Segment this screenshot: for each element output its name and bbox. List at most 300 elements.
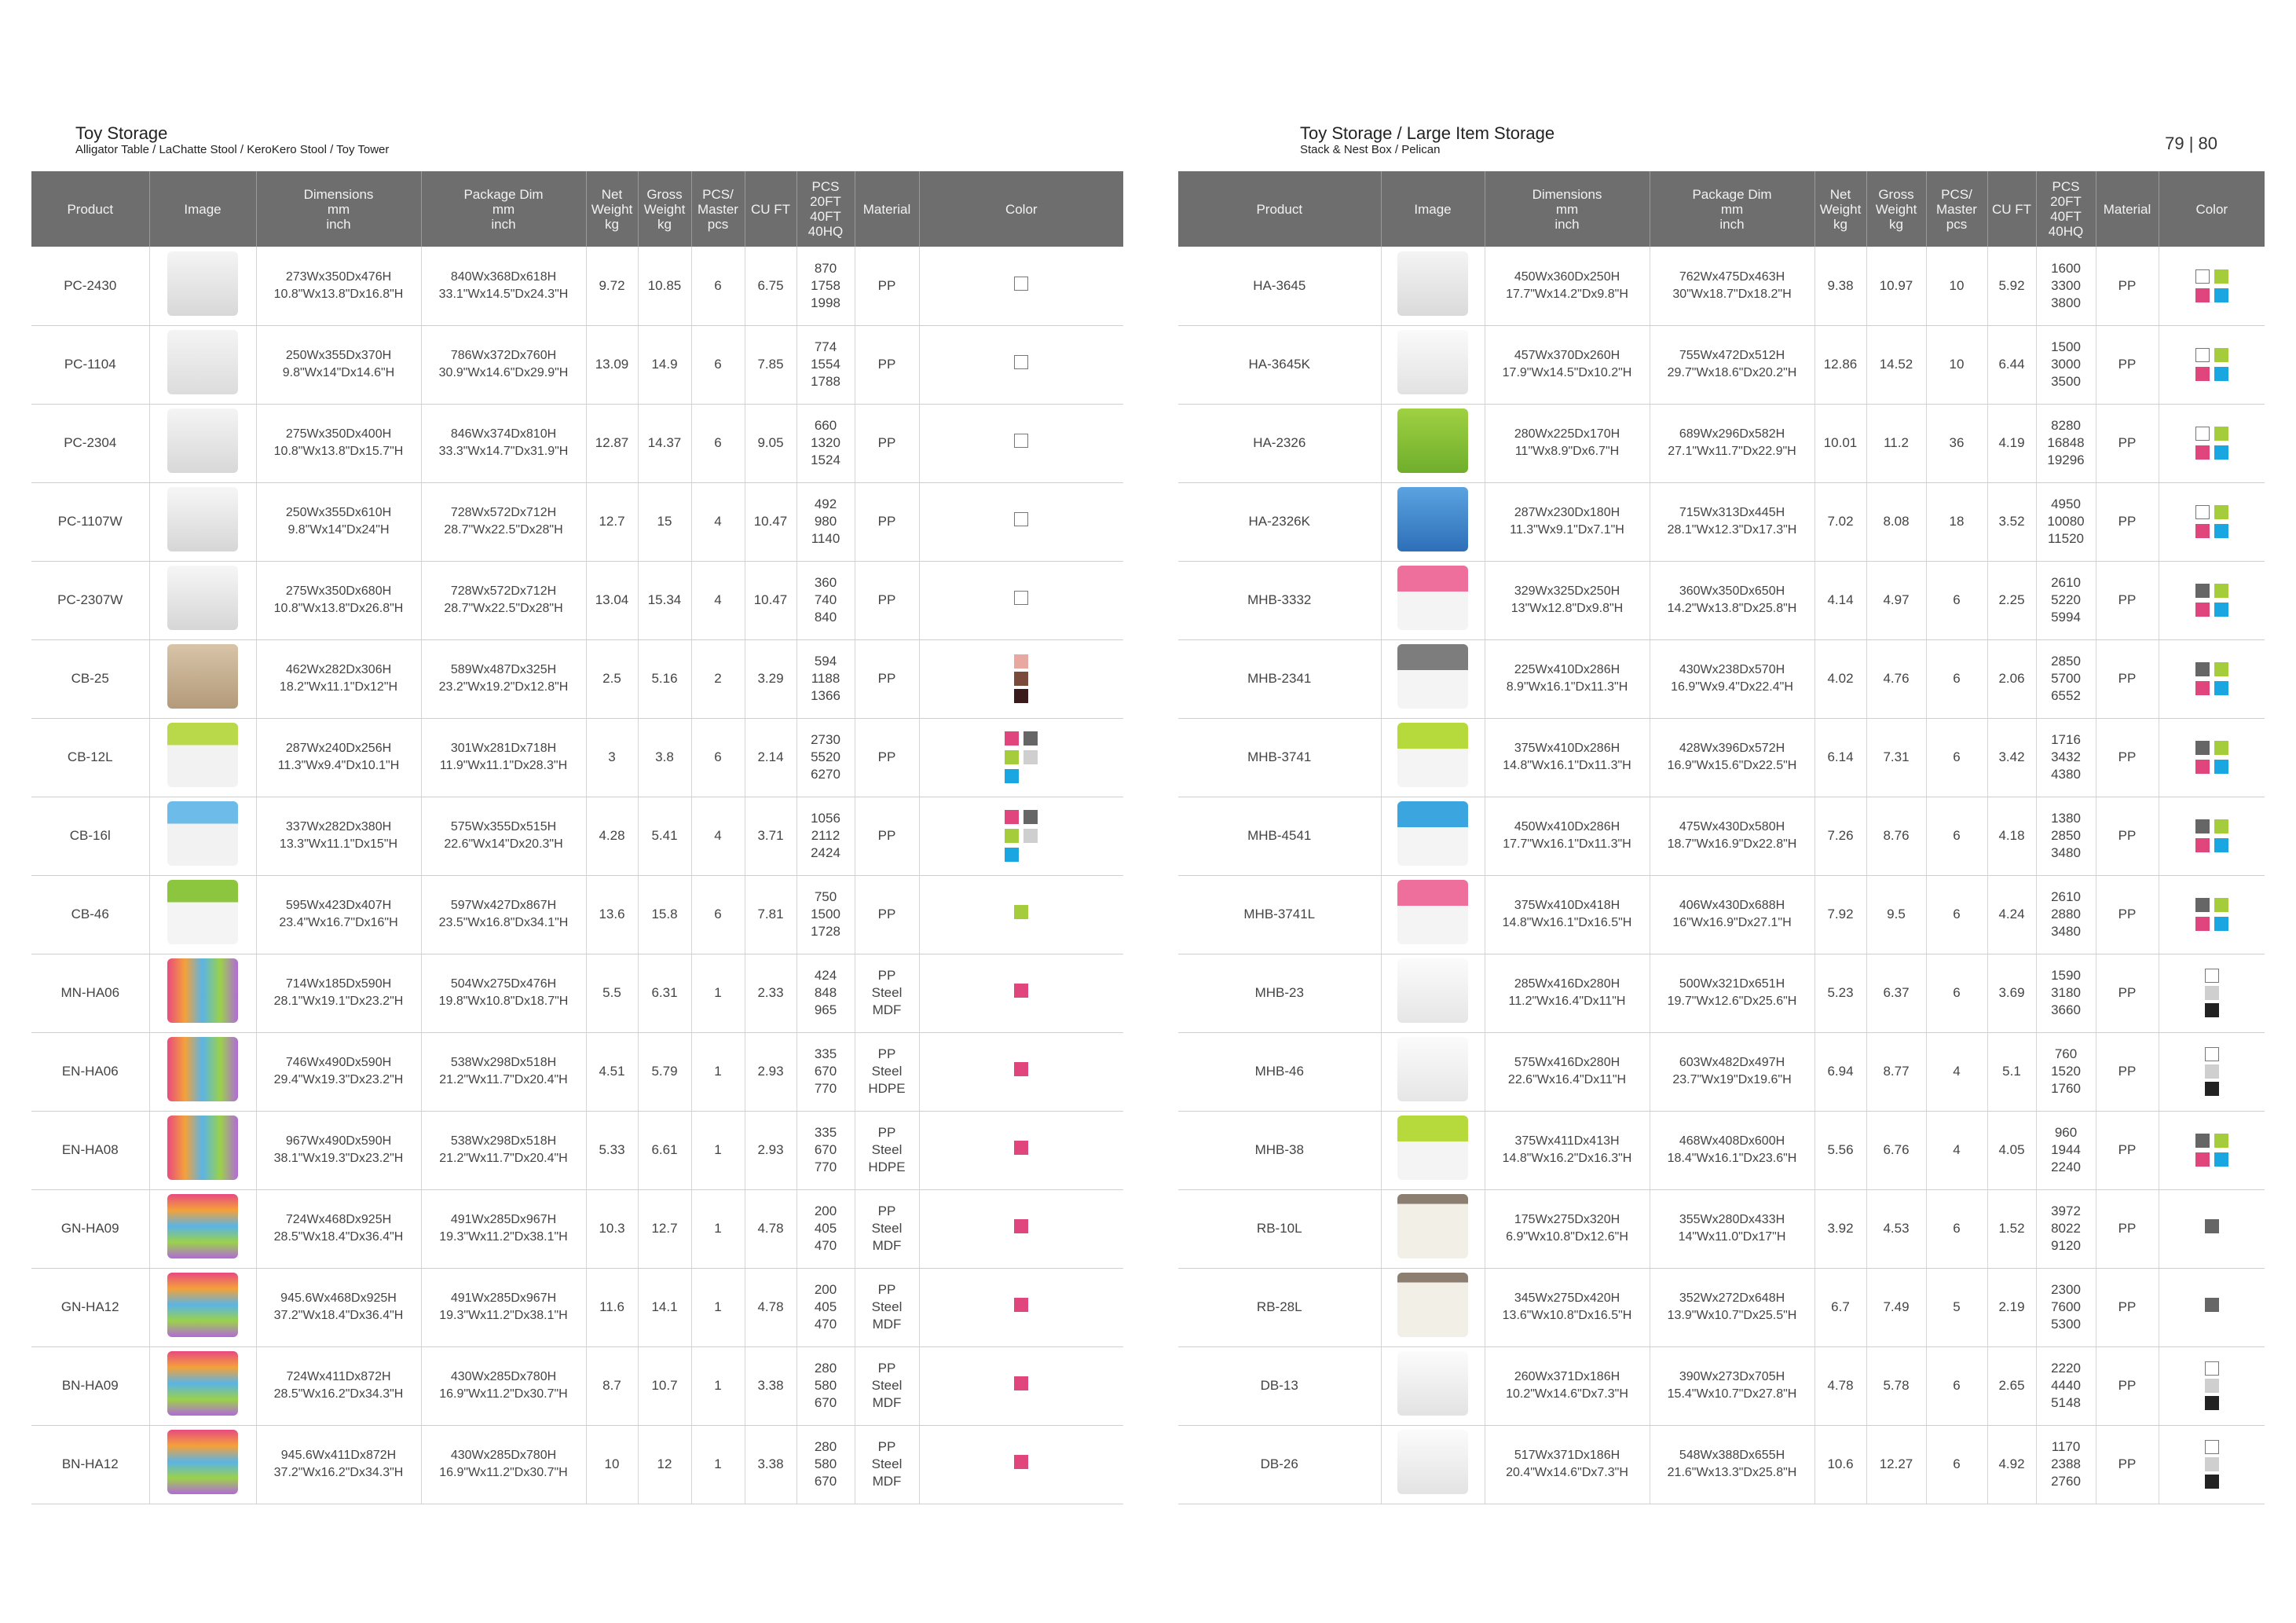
dimensions-cell <box>256 639 421 718</box>
column-header-material: Material <box>855 171 919 247</box>
dimensions-inch: 13.3"Wx11.1"Dx15"H <box>279 837 398 851</box>
container-pcs: 3480 <box>2051 845 2081 860</box>
color-swatch <box>2214 367 2228 381</box>
column-header-package <box>1650 171 1814 247</box>
page-subtitle: Alligator Table / LaChatte Stool / KeroKero Stool / Toy Tower <box>75 143 390 156</box>
color-swatch <box>2214 584 2228 598</box>
pcs-per-master: 6 <box>1926 561 1987 639</box>
net-weight: 11.6 <box>586 1268 638 1346</box>
container-pcs: 1788 <box>811 374 840 389</box>
cu-ft: 7.85 <box>745 325 796 404</box>
material: PP <box>2118 592 2137 607</box>
table-row <box>1178 1346 2265 1425</box>
column-header-image: Image <box>1381 171 1485 247</box>
product-image-cell <box>1381 718 1485 797</box>
dimensions-inch: 22.6"Wx16.4"Dx11"H <box>1507 1073 1627 1086</box>
dimensions-mm: 275Wx350Dx400H <box>285 427 392 441</box>
product-code: HA-2326 <box>1178 404 1381 482</box>
container-pcs: 660 <box>814 418 837 433</box>
container-pcs: 1760 <box>2051 1081 2081 1096</box>
cu-ft: 6.75 <box>745 247 796 325</box>
package-dim-inch: 23.7"Wx19"Dx19.6"H <box>1672 1073 1792 1086</box>
column-header-product: Product <box>31 171 149 247</box>
color-swatches <box>2195 741 2228 774</box>
container-pcs: 5148 <box>2051 1395 2081 1410</box>
package-dim-mm: 575Wx355Dx515H <box>450 820 557 833</box>
container-pcs: 5700 <box>2051 671 2081 686</box>
color-swatch <box>2195 603 2210 617</box>
header-line: mm <box>1720 201 1744 217</box>
dimensions-mm: 287Wx240Dx256H <box>285 742 392 755</box>
pcs-per-master: 1 <box>691 1111 745 1189</box>
container-pcs: 5220 <box>2051 592 2081 607</box>
product-image <box>1397 801 1468 866</box>
color-swatches <box>1014 355 1028 369</box>
gross-weight: 14.37 <box>638 404 691 482</box>
color-swatch <box>2195 760 2210 774</box>
container-pcs: 848 <box>814 985 837 1000</box>
color-swatch <box>1014 905 1028 919</box>
pcs-per-master: 2 <box>691 639 745 718</box>
material: PP <box>877 1204 896 1218</box>
dimensions-inch: 37.2"Wx16.2"Dx34.3"H <box>273 1466 404 1479</box>
net-weight: 10.01 <box>1814 404 1866 482</box>
gross-weight: 5.79 <box>638 1032 691 1111</box>
color-swatch <box>1023 750 1038 764</box>
package-dim-cell <box>1650 718 1814 797</box>
color-swatches <box>2195 505 2228 538</box>
header-row <box>31 171 1123 247</box>
color-swatch <box>2195 584 2210 598</box>
cu-ft: 2.33 <box>745 954 796 1032</box>
material: MDF <box>872 1002 902 1017</box>
header-line: 40FT <box>810 209 841 224</box>
product-image <box>167 1430 238 1494</box>
color-swatches <box>1014 1062 1028 1076</box>
product-image-cell <box>1381 482 1485 561</box>
column-header-pcs-container <box>2036 171 2096 247</box>
color-cell <box>919 954 1123 1032</box>
color-swatch <box>2214 662 2228 676</box>
package-dim-mm: 538Wx298Dx518H <box>450 1134 557 1148</box>
color-swatch <box>2205 986 2219 1000</box>
package-dim-cell <box>421 639 586 718</box>
dimensions-mm: 450Wx360Dx250H <box>1514 269 1620 284</box>
color-swatch <box>2195 838 2210 852</box>
product-image-cell <box>1381 1425 1485 1504</box>
package-dim-cell <box>1650 1346 1814 1425</box>
product-image-cell <box>149 718 256 797</box>
package-dim-inch: 16"Wx16.9"Dx27.1"H <box>1672 916 1792 929</box>
container-pcs: 870 <box>814 260 837 276</box>
material-cell <box>2096 718 2159 797</box>
product-image <box>1397 330 1468 394</box>
product-image <box>167 1273 238 1337</box>
cu-ft: 4.18 <box>1987 797 2036 875</box>
container-pcs: 3300 <box>2051 277 2081 293</box>
container-pcs: 2388 <box>2051 1456 2081 1471</box>
container-pcs: 8280 <box>2051 418 2081 433</box>
container-pcs: 3180 <box>2051 985 2081 1000</box>
product-image-cell <box>149 561 256 639</box>
package-dim-inch: 21.2"Wx11.7"Dx20.4"H <box>439 1073 568 1086</box>
color-cell <box>2159 954 2265 1032</box>
net-weight: 2.5 <box>586 639 638 718</box>
header-row <box>1178 171 2265 247</box>
material-cell <box>2096 1268 2159 1346</box>
table-row <box>31 482 1123 561</box>
container-pcs: 4440 <box>2051 1378 2081 1393</box>
dimensions-cell <box>1485 561 1650 639</box>
material-cell <box>855 797 919 875</box>
package-dim-cell <box>421 1032 586 1111</box>
dimensions-inch: 14.8"Wx16.2"Dx16.3"H <box>1502 1152 1632 1165</box>
gross-weight: 4.97 <box>1866 561 1926 639</box>
column-header-color: Color <box>2159 171 2265 247</box>
pcs-per-master: 6 <box>1926 718 1987 797</box>
net-weight: 5.23 <box>1814 954 1866 1032</box>
container-pcs: 5994 <box>2051 610 2081 625</box>
container-pcs: 1188 <box>811 671 840 686</box>
table-row <box>31 875 1123 954</box>
net-weight: 7.02 <box>1814 482 1866 561</box>
product-code: MN-HA06 <box>31 954 149 1032</box>
color-swatch <box>2205 1457 2219 1471</box>
header-line: Master <box>1936 201 1977 217</box>
gross-weight: 15.34 <box>638 561 691 639</box>
container-pcs: 594 <box>814 654 837 669</box>
dimensions-mm: 714Wx185Dx590H <box>285 977 392 991</box>
container-pcs-cell <box>2036 1032 2096 1111</box>
color-swatch <box>1005 848 1019 862</box>
table-row <box>1178 797 2265 875</box>
color-swatch <box>2195 1134 2210 1148</box>
container-pcs: 670 <box>814 1142 837 1157</box>
header-line: 20FT <box>810 194 841 209</box>
package-dim-inch: 18.4"Wx16.1"Dx23.6"H <box>1667 1152 1797 1165</box>
package-dim-mm: 597Wx427Dx867H <box>450 899 557 912</box>
material-cell <box>855 1189 919 1268</box>
package-dim-inch: 21.6"Wx13.3"Dx25.8"H <box>1667 1466 1797 1479</box>
table-row <box>1178 1268 2265 1346</box>
container-pcs: 750 <box>814 889 837 904</box>
color-swatch <box>2195 898 2210 912</box>
cu-ft: 3.69 <box>1987 954 2036 1032</box>
container-pcs-cell <box>796 954 855 1032</box>
dimensions-inch: 11"Wx8.9"Dx6.7"H <box>1514 445 1620 458</box>
table-row <box>31 247 1123 325</box>
column-header-pcs-master <box>691 171 745 247</box>
color-swatch <box>1005 769 1019 783</box>
material-cell <box>855 1111 919 1189</box>
material: PP <box>2118 1221 2137 1236</box>
package-dim-mm: 538Wx298Dx518H <box>450 1056 557 1069</box>
color-swatch <box>1014 984 1028 998</box>
container-pcs: 1944 <box>2051 1142 2081 1157</box>
package-dim-inch: 30.9"Wx14.6"Dx29.9"H <box>438 366 569 379</box>
page-title: Toy Storage <box>75 123 168 143</box>
color-cell <box>2159 1189 2265 1268</box>
dimensions-inch: 17.7"Wx16.1"Dx11.3"H <box>1503 837 1631 851</box>
net-weight: 6.14 <box>1814 718 1866 797</box>
table-row <box>1178 954 2265 1032</box>
color-cell <box>919 1032 1123 1111</box>
package-dim-mm: 689Wx296Dx582H <box>1679 427 1785 441</box>
color-swatches <box>1005 731 1038 783</box>
column-header-material: Material <box>2096 171 2159 247</box>
package-dim-cell <box>421 561 586 639</box>
container-pcs: 2300 <box>2051 1282 2081 1297</box>
color-cell <box>919 1268 1123 1346</box>
product-code: MHB-3741 <box>1178 718 1381 797</box>
dimensions-inch: 8.9"Wx16.1"Dx11.3"H <box>1506 680 1628 694</box>
color-cell <box>919 482 1123 561</box>
material: PP <box>2118 357 2137 372</box>
net-weight: 7.26 <box>1814 797 1866 875</box>
table-row <box>1178 1111 2265 1189</box>
package-dim-cell <box>1650 1032 1814 1111</box>
dimensions-inch: 28.5"Wx18.4"Dx36.4"H <box>273 1230 404 1244</box>
container-pcs: 280 <box>814 1361 837 1376</box>
table-row <box>1178 561 2265 639</box>
color-cell <box>2159 1425 2265 1504</box>
product-image <box>167 1194 238 1258</box>
color-swatches <box>2195 662 2228 695</box>
package-dim-inch: 14"Wx11.0"Dx17"H <box>1678 1230 1786 1244</box>
material-cell <box>2096 639 2159 718</box>
material-cell <box>855 954 919 1032</box>
package-dim-cell <box>1650 404 1814 482</box>
column-header-product: Product <box>1178 171 1381 247</box>
color-swatches <box>2195 898 2228 931</box>
product-image-cell <box>1381 561 1485 639</box>
container-pcs: 3480 <box>2051 924 2081 939</box>
pcs-per-master: 6 <box>1926 1425 1987 1504</box>
color-swatches <box>2205 1047 2219 1096</box>
package-dim-cell <box>1650 247 1814 325</box>
dimensions-cell <box>1485 1032 1650 1111</box>
dimensions-inch: 10.8"Wx13.8"Dx16.8"H <box>273 287 404 301</box>
net-weight: 12.86 <box>1814 325 1866 404</box>
cu-ft: 6.44 <box>1987 325 2036 404</box>
net-weight: 12.7 <box>586 482 638 561</box>
product-code: RB-28L <box>1178 1268 1381 1346</box>
container-pcs: 1170 <box>2051 1439 2081 1454</box>
material-cell <box>2096 1111 2159 1189</box>
gross-weight: 9.5 <box>1866 875 1926 954</box>
product-image-cell <box>149 639 256 718</box>
color-cell <box>2159 482 2265 561</box>
material: PP <box>877 828 896 843</box>
table-row <box>1178 718 2265 797</box>
container-pcs-cell <box>2036 718 2096 797</box>
net-weight: 4.78 <box>1814 1346 1866 1425</box>
header-line: Dimensions <box>303 186 374 202</box>
header-line: Gross <box>646 186 683 202</box>
material-cell <box>2096 247 2159 325</box>
container-pcs-cell <box>796 1032 855 1111</box>
pcs-per-master: 10 <box>1926 325 1987 404</box>
material-cell <box>2096 1189 2159 1268</box>
color-swatch <box>2195 917 2210 931</box>
product-image-cell <box>1381 247 1485 325</box>
net-weight: 10.3 <box>586 1189 638 1268</box>
material-cell <box>855 875 919 954</box>
color-swatch <box>2195 741 2210 755</box>
dimensions-inch: 23.4"Wx16.7"Dx16"H <box>279 916 398 929</box>
table-row <box>31 954 1123 1032</box>
dimensions-mm: 967Wx490Dx590H <box>285 1134 392 1148</box>
left-page <box>31 0 1123 1623</box>
package-dim-mm: 548Wx388Dx655H <box>1679 1449 1785 1462</box>
color-swatch <box>2205 1047 2219 1061</box>
product-image <box>167 644 238 709</box>
header-line: Package Dim <box>1692 186 1772 202</box>
container-pcs: 670 <box>814 1395 837 1410</box>
container-pcs: 1056 <box>811 811 840 826</box>
package-dim-cell <box>421 718 586 797</box>
pcs-per-master: 4 <box>691 797 745 875</box>
material-cell <box>2096 797 2159 875</box>
color-swatches <box>1014 1455 1028 1469</box>
container-pcs: 770 <box>814 1160 837 1174</box>
gross-weight: 8.77 <box>1866 1032 1926 1111</box>
package-dim-cell <box>421 1189 586 1268</box>
color-swatch <box>2205 1396 2219 1410</box>
container-pcs: 3000 <box>2051 357 2081 372</box>
product-image-cell <box>149 954 256 1032</box>
dimensions-mm: 337Wx282Dx380H <box>285 820 392 833</box>
product-image <box>1397 1116 1468 1180</box>
color-cell <box>2159 404 2265 482</box>
column-header-package <box>421 171 586 247</box>
container-pcs: 1500 <box>2051 339 2081 354</box>
dimensions-mm: 250Wx355Dx370H <box>285 349 392 362</box>
container-pcs-cell <box>2036 639 2096 718</box>
product-image <box>167 723 238 787</box>
color-swatch <box>1014 1298 1028 1312</box>
pcs-per-master: 6 <box>691 404 745 482</box>
cu-ft: 1.52 <box>1987 1189 2036 1268</box>
container-pcs-cell <box>2036 954 2096 1032</box>
gross-weight: 4.53 <box>1866 1189 1926 1268</box>
table-row <box>1178 1189 2265 1268</box>
package-dim-inch: 22.6"Wx14"Dx20.3"H <box>444 837 563 851</box>
container-pcs: 2240 <box>2051 1160 2081 1174</box>
color-swatch <box>1014 434 1028 448</box>
color-swatch <box>2214 681 2228 695</box>
material: PP <box>2118 277 2137 293</box>
column-header-pcs-master <box>1926 171 1987 247</box>
net-weight: 4.02 <box>1814 639 1866 718</box>
color-swatch <box>1014 277 1028 291</box>
package-dim-inch: 27.1"Wx11.7"Dx22.9"H <box>1668 445 1796 458</box>
net-weight: 3 <box>586 718 638 797</box>
material: PP <box>2118 1142 2137 1157</box>
material: PP <box>877 514 896 529</box>
product-image-cell <box>1381 404 1485 482</box>
gross-weight: 10.97 <box>1866 247 1926 325</box>
package-dim-inch: 19.7"Wx12.6"Dx25.6"H <box>1667 995 1797 1008</box>
dimensions-cell <box>256 561 421 639</box>
container-pcs: 10080 <box>2047 514 2085 529</box>
table-row <box>1178 875 2265 954</box>
header-line: kg <box>657 216 672 232</box>
color-swatch <box>2195 288 2210 302</box>
container-pcs: 3500 <box>2051 374 2081 389</box>
container-pcs: 1728 <box>811 924 840 939</box>
material: PP <box>877 435 896 450</box>
dimensions-cell <box>256 1189 421 1268</box>
pcs-per-master: 1 <box>691 954 745 1032</box>
color-swatch <box>2195 427 2210 441</box>
table-row <box>1178 325 2265 404</box>
dimensions-inch: 37.2"Wx18.4"Dx36.4"H <box>273 1309 404 1322</box>
gross-weight: 8.08 <box>1866 482 1926 561</box>
material-cell <box>2096 1425 2159 1504</box>
product-code: MHB-3741L <box>1178 875 1381 954</box>
dimensions-mm: 462Wx282Dx306H <box>285 663 392 676</box>
package-dim-inch: 33.3"Wx14.7"Dx31.9"H <box>438 445 569 458</box>
dimensions-mm: 724Wx468Dx925H <box>285 1213 392 1226</box>
header-line: PCS/ <box>1941 186 1972 202</box>
container-pcs: 1600 <box>2051 260 2081 276</box>
container-pcs: 4380 <box>2051 767 2081 782</box>
package-dim-inch: 23.5"Wx16.8"Dx34.1"H <box>438 916 569 929</box>
net-weight: 13.04 <box>586 561 638 639</box>
cu-ft: 2.93 <box>745 1111 796 1189</box>
color-swatches <box>2205 1219 2219 1233</box>
material-cell <box>2096 404 2159 482</box>
product-image-cell <box>149 482 256 561</box>
material: Steel <box>871 1064 903 1079</box>
package-dim-mm: 390Wx273Dx705H <box>1679 1370 1785 1383</box>
material-cell <box>855 1425 919 1504</box>
product-image <box>1397 1194 1468 1258</box>
container-pcs: 335 <box>814 1046 837 1061</box>
dimensions-cell <box>256 1346 421 1425</box>
product-image <box>167 1116 238 1180</box>
color-swatch <box>2205 1440 2219 1454</box>
net-weight: 9.72 <box>586 247 638 325</box>
container-pcs-cell <box>2036 1425 2096 1504</box>
header-line: PCS/ <box>702 186 734 202</box>
color-swatch <box>2205 1361 2219 1376</box>
package-dim-inch: 21.2"Wx11.7"Dx20.4"H <box>439 1152 568 1165</box>
material: Steel <box>871 1142 903 1157</box>
product-code: MHB-3332 <box>1178 561 1381 639</box>
product-image-cell <box>149 325 256 404</box>
material: PP <box>2118 514 2137 529</box>
container-pcs: 2850 <box>2051 828 2081 843</box>
gross-weight: 7.49 <box>1866 1268 1926 1346</box>
dimensions-inch: 11.3"Wx9.1"Dx7.1"H <box>1510 523 1624 537</box>
product-image-cell <box>1381 875 1485 954</box>
container-pcs: 1716 <box>2051 732 2081 747</box>
package-dim-cell <box>421 1425 586 1504</box>
package-dim-mm: 728Wx572Dx712H <box>450 584 557 598</box>
package-dim-cell <box>421 325 586 404</box>
cu-ft: 5.1 <box>1987 1032 2036 1111</box>
container-pcs: 740 <box>814 592 837 607</box>
color-cell <box>2159 325 2265 404</box>
right-page <box>1178 0 2265 1623</box>
product-code: HA-2326K <box>1178 482 1381 561</box>
material: PP <box>2118 907 2137 921</box>
header-line: pcs <box>1946 216 1968 232</box>
cu-ft: 4.24 <box>1987 875 2036 954</box>
color-swatch <box>2214 524 2228 538</box>
